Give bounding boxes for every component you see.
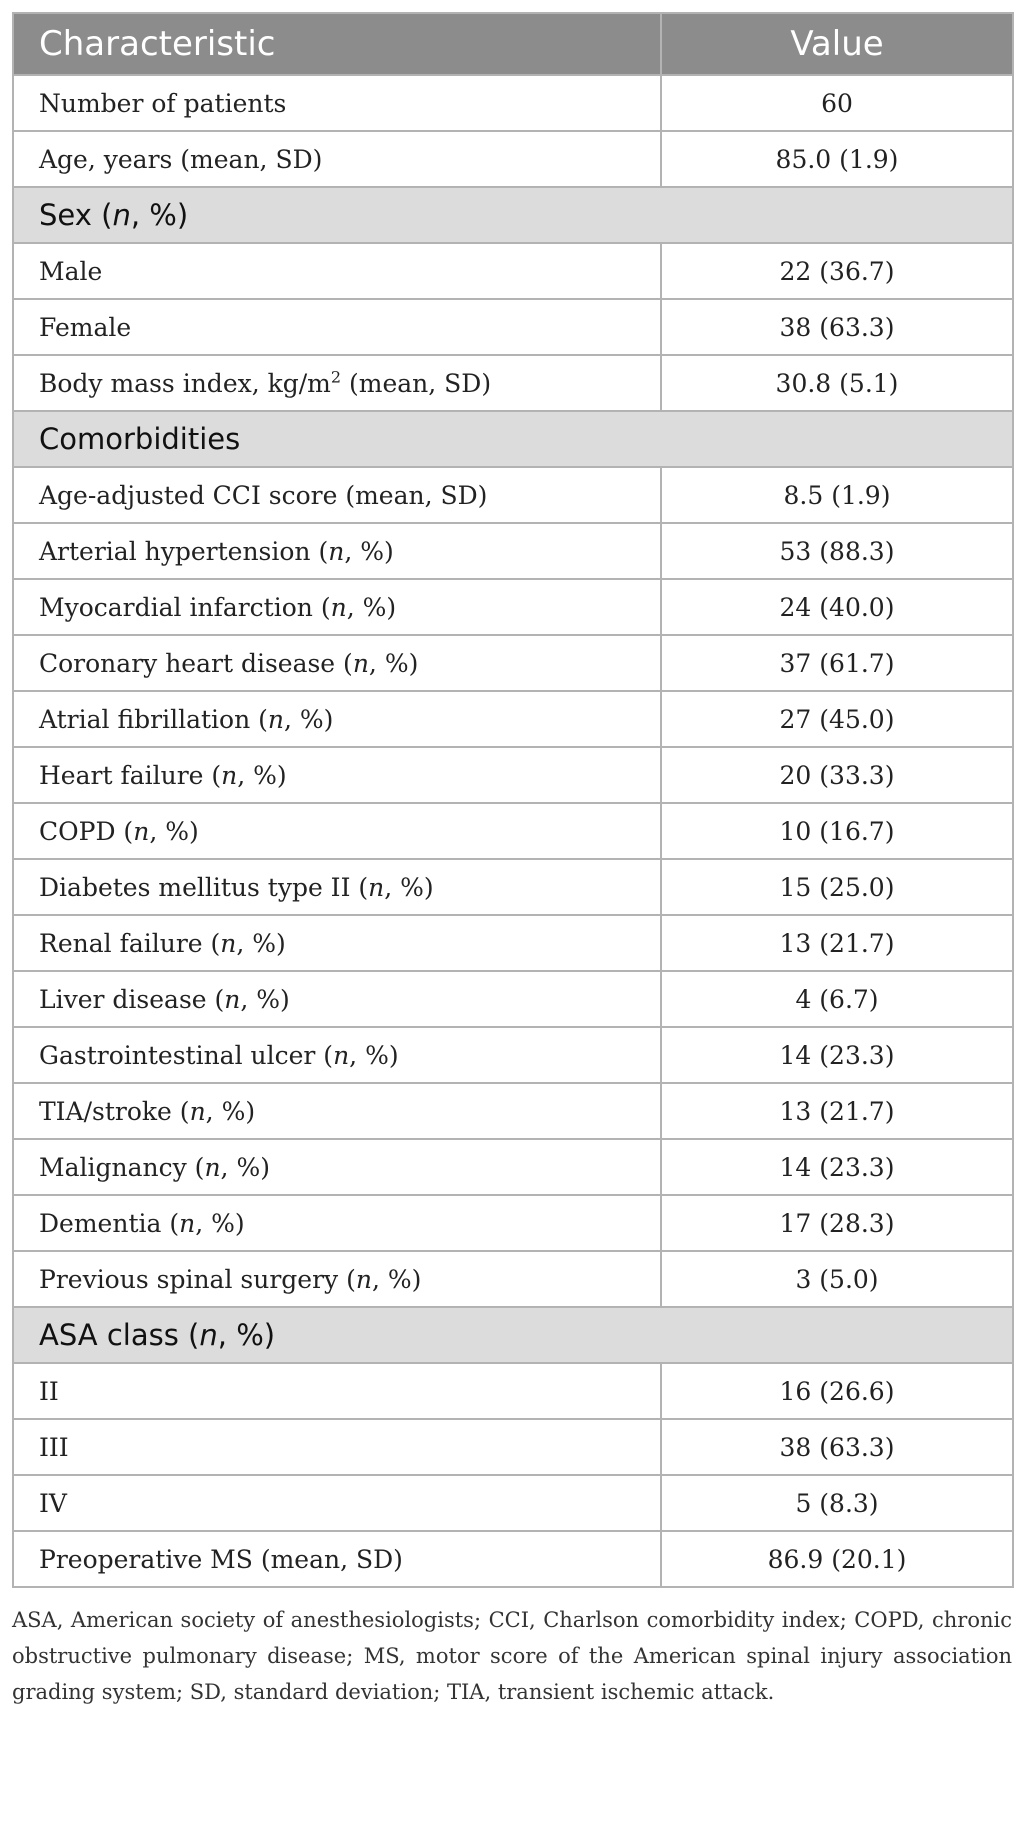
label-suffix: , %) — [240, 984, 290, 1014]
table-row — [13, 803, 1013, 859]
table-row — [13, 523, 1013, 579]
label-text: Male — [39, 256, 103, 286]
label-text: IV — [39, 1488, 67, 1518]
section-row — [13, 1307, 1013, 1363]
table-row — [13, 467, 1013, 523]
label-text: Dementia ( — [39, 1208, 180, 1238]
value-cell: 14 (23.3) — [661, 1027, 1013, 1083]
label-text: COPD ( — [39, 816, 134, 846]
label-italic: n — [189, 1096, 206, 1126]
label-text: TIA/stroke ( — [39, 1096, 190, 1126]
label-text: Previous spinal surgery ( — [39, 1264, 356, 1294]
table-row — [13, 579, 1013, 635]
table-row — [13, 355, 1013, 411]
characteristic-cell — [13, 299, 661, 355]
value-cell: 16 (26.6) — [661, 1363, 1013, 1419]
section-label — [13, 187, 1013, 243]
label-suffix: , %) — [220, 1152, 270, 1182]
table-row — [13, 1083, 1013, 1139]
label-italic: n — [328, 536, 345, 566]
label-text: III — [39, 1432, 69, 1462]
label-text: Heart failure ( — [39, 760, 222, 790]
label-text: Arterial hypertension ( — [39, 536, 329, 566]
value-cell: 60 — [661, 75, 1013, 131]
label-text: Atrial fibrillation ( — [39, 704, 268, 734]
table-row — [13, 635, 1013, 691]
label-italic: n — [220, 928, 237, 958]
label-italic: n — [179, 1208, 196, 1238]
table-row — [13, 691, 1013, 747]
label-text: Comorbidities — [39, 422, 241, 456]
value-cell: 5 (8.3) — [661, 1475, 1013, 1531]
label-suffix: , %) — [346, 592, 397, 622]
label-suffix: , %) — [236, 928, 286, 958]
label-suffix: , %) — [205, 1096, 256, 1126]
characteristic-cell — [13, 75, 661, 131]
value-cell: 20 (33.3) — [661, 747, 1013, 803]
value-cell: 13 (21.7) — [661, 915, 1013, 971]
label-text: Gastrointestinal ulcer ( — [39, 1040, 334, 1070]
label-superscript: 2 — [330, 367, 342, 387]
label-suffix: , %) — [130, 198, 189, 232]
section-label — [13, 1307, 1013, 1363]
label-text: Age-adjusted CCI score (mean, SD) — [39, 480, 488, 510]
characteristic-cell — [13, 243, 661, 299]
characteristic-cell — [13, 1027, 661, 1083]
table-footnote: ASA, American society of anesthesiologists; CCI, Charlson comorbidity index; COPD, chronic obstructive pulmonary disease; MS, motor score of the American spinal injury association grading system; SD, standard deviation; TIA, transient ischemic attack. — [12, 1608, 1012, 1704]
value-cell: 30.8 (5.1) — [661, 355, 1013, 411]
section-row — [13, 187, 1013, 243]
value-cell: 17 (28.3) — [661, 1195, 1013, 1251]
table-row — [13, 915, 1013, 971]
characteristic-cell — [13, 523, 661, 579]
characteristic-cell — [13, 971, 661, 1027]
label-suffix: , %) — [217, 1318, 276, 1352]
table-header-row — [13, 13, 1013, 75]
label-suffix: , %) — [237, 760, 287, 790]
table-row — [13, 1027, 1013, 1083]
value-cell: 85.0 (1.9) — [661, 131, 1013, 187]
label-italic: n — [267, 704, 284, 734]
label-suffix: , %) — [384, 872, 434, 902]
value-cell: 3 (5.0) — [661, 1251, 1013, 1307]
table-body — [13, 75, 1013, 1587]
characteristic-cell — [13, 1139, 661, 1195]
label-text: Diabetes mellitus type II ( — [39, 872, 369, 902]
label-italic: n — [199, 1318, 218, 1352]
header-value: Value — [661, 13, 1013, 75]
characteristic-cell — [13, 1251, 661, 1307]
table-row — [13, 1475, 1013, 1531]
characteristic-cell — [13, 1475, 661, 1531]
table-row — [13, 1531, 1013, 1587]
characteristic-cell — [13, 803, 661, 859]
characteristic-cell — [13, 1363, 661, 1419]
label-text: Preoperative MS (mean, SD) — [39, 1544, 403, 1574]
characteristic-cell — [13, 635, 661, 691]
label-italic: n — [368, 872, 385, 902]
label-italic: n — [204, 1152, 221, 1182]
label-text: Female — [39, 312, 132, 342]
value-cell: 22 (36.7) — [661, 243, 1013, 299]
characteristic-cell — [13, 1083, 661, 1139]
label-suffix: , %) — [349, 1040, 399, 1070]
label-text: Myocardial infarction ( — [39, 592, 331, 622]
value-cell: 8.5 (1.9) — [661, 467, 1013, 523]
table-row — [13, 859, 1013, 915]
characteristic-cell — [13, 1531, 661, 1587]
label-italic: n — [133, 816, 150, 846]
value-cell: 10 (16.7) — [661, 803, 1013, 859]
table-row — [13, 747, 1013, 803]
label-suffix: , %) — [344, 536, 394, 566]
table-row — [13, 971, 1013, 1027]
characteristic-cell — [13, 747, 661, 803]
label-italic: n — [112, 198, 131, 232]
table-row — [13, 299, 1013, 355]
value-cell: 86.9 (20.1) — [661, 1531, 1013, 1587]
table-container — [12, 12, 1012, 1710]
table-row — [13, 1195, 1013, 1251]
value-cell: 24 (40.0) — [661, 579, 1013, 635]
header-characteristic: Characteristic — [13, 13, 661, 75]
label-text: Renal failure ( — [39, 928, 221, 958]
characteristic-cell — [13, 579, 661, 635]
label-italic: n — [221, 760, 238, 790]
label-suffix: , %) — [149, 816, 199, 846]
label-italic: n — [224, 984, 241, 1014]
value-cell: 53 (88.3) — [661, 523, 1013, 579]
characteristic-cell — [13, 355, 661, 411]
table-row — [13, 1363, 1013, 1419]
table-row — [13, 1139, 1013, 1195]
table-row — [13, 75, 1013, 131]
value-cell: 38 (63.3) — [661, 299, 1013, 355]
label-text: Liver disease ( — [39, 984, 225, 1014]
label-text: Malignancy ( — [39, 1152, 205, 1182]
characteristics-table — [12, 12, 1014, 1588]
characteristic-cell — [13, 859, 661, 915]
label-italic: n — [355, 1264, 372, 1294]
label-text: II — [39, 1376, 59, 1406]
value-cell: 37 (61.7) — [661, 635, 1013, 691]
value-cell: 38 (63.3) — [661, 1419, 1013, 1475]
label-text: Sex ( — [39, 198, 113, 232]
table-row — [13, 131, 1013, 187]
value-cell: 14 (23.3) — [661, 1139, 1013, 1195]
label-text: Coronary heart disease ( — [39, 648, 353, 678]
label-italic: n — [333, 1040, 350, 1070]
label-suffix: , %) — [283, 704, 334, 734]
label-italic: n — [352, 648, 369, 678]
value-cell: 15 (25.0) — [661, 859, 1013, 915]
label-text: Number of patients — [39, 88, 287, 118]
label-suffix: (mean, SD) — [341, 368, 492, 398]
value-cell: 4 (6.7) — [661, 971, 1013, 1027]
table-row — [13, 1251, 1013, 1307]
label-italic: n — [330, 592, 347, 622]
characteristic-cell — [13, 915, 661, 971]
label-text: Age, years (mean, SD) — [39, 144, 323, 174]
table-row — [13, 1419, 1013, 1475]
label-text: Body mass index, kg/m — [39, 368, 331, 398]
section-label — [13, 411, 1013, 467]
characteristic-cell — [13, 1195, 661, 1251]
characteristic-cell — [13, 1419, 661, 1475]
value-cell: 13 (21.7) — [661, 1083, 1013, 1139]
label-suffix: , %) — [371, 1264, 422, 1294]
characteristic-cell — [13, 467, 661, 523]
value-cell: 27 (45.0) — [661, 691, 1013, 747]
label-text: ASA class ( — [39, 1318, 200, 1352]
label-suffix: , %) — [368, 648, 419, 678]
table-row — [13, 243, 1013, 299]
section-row — [13, 411, 1013, 467]
characteristic-cell — [13, 131, 661, 187]
characteristic-cell — [13, 691, 661, 747]
label-suffix: , %) — [195, 1208, 245, 1238]
